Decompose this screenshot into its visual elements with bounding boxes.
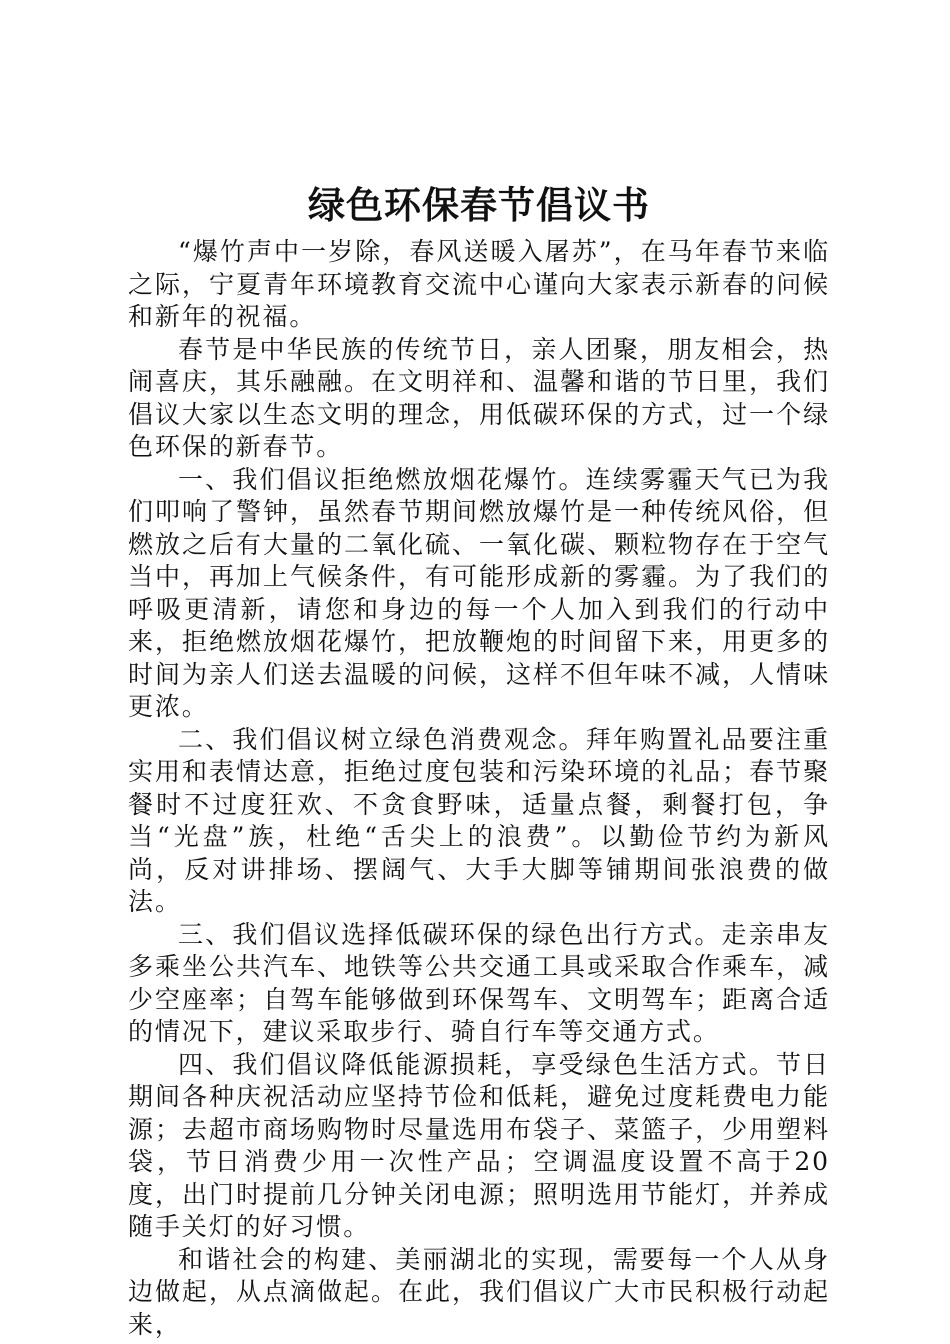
paragraph-proposal-low-carbon-travel: 三、我们倡议选择低碳环保的绿色出行方式。走亲串友多乘坐公共汽车、地铁等公共交通工具或采取合作乘车，减少空座率；自驾车能够做到环保驾车、文明驾车；距离合适的情况下，建议采取步行、骑自行车等交通方式。 <box>128 919 830 1046</box>
paragraph-proposal-energy-saving: 四、我们倡议降低能源损耗，享受绿色生活方式。节日期间各种庆祝活动应坚持节俭和低耗，避免过度耗费电力能源；去超市商场购物时尽量选用布袋子、菜篮子，少用塑料袋，节日消费少用一次性产品；空调温度设置不高于20度，出门时提前几分钟关闭电源；照明选用节能灯，并养成随手关灯的好习惯。 <box>128 1049 830 1241</box>
paragraph-proposal-fireworks: 一、我们倡议拒绝燃放烟花爆竹。连续雾霾天气已为我们叩响了警钟，虽然春节期间燃放爆竹是一种传统风俗，但燃放之后有大量的二氧化硫、一氧化碳、颗粒物存在于空气当中，再加上气候条件，有可能形成新的雾霾。为了我们的呼吸更清新，请您和身边的每一个人加入到我们的行动中来，拒绝燃放烟花爆竹，把放鞭炮的时间留下来，用更多的时间为亲人们送去温暖的问候，这样不但年味不减，人情味更浓。 <box>128 464 830 721</box>
document-title: 绿色环保春节倡议书 <box>308 184 650 227</box>
paragraph-closing: 和谐社会的构建、美丽湖北的实现，需要每一个人从身边做起，从点滴做起。在此，我们倡议广大市民积极行动起来， <box>128 1244 830 1339</box>
paragraph-introduction: 春节是中华民族的传统节日，亲人团聚，朋友相会，热闹喜庆，其乐融融。在文明祥和、温馨和谐的节日里，我们倡议大家以生态文明的理念，用低碳环保的方式，过一个绿色环保的新春节。 <box>128 334 830 461</box>
paragraph-greeting: “爆竹声中一岁除，春风送暖入屠苏”，在马年春节来临之际，宁夏青年环境教育交流中心谨向大家表示新春的问候和新年的祝福。 <box>128 237 830 331</box>
document-page <box>128 176 830 1341</box>
paragraph-proposal-green-consumption: 二、我们倡议树立绿色消费观念。拜年购置礼品要注重实用和表情达意，拒绝过度包装和污染环境的礼品；春节聚餐时不过度狂欢、不贪食野味，适量点餐，剩餐打包，争当“光盘”族，杜绝“舌尖上的浪费”。以勤俭节约为新风尚，反对讲排场、摆阔气、大手大脚等铺期间张浪费的做法。 <box>128 724 830 916</box>
